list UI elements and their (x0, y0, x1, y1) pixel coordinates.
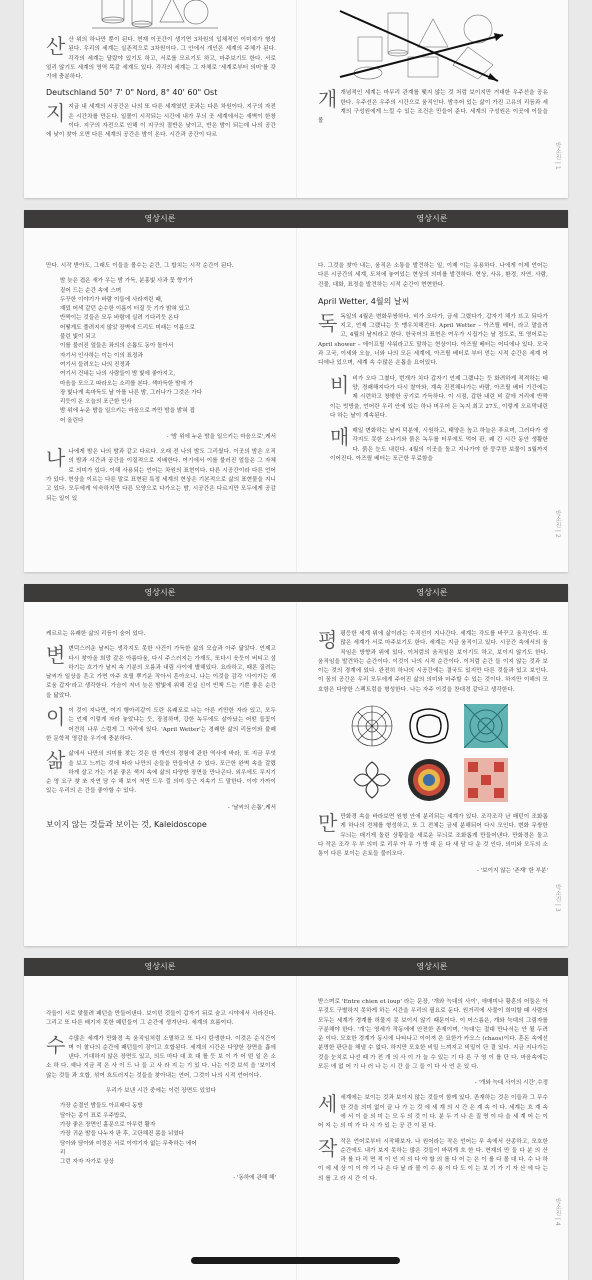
home-indicator[interactable] (191, 1257, 400, 1264)
paragraph (318, 427, 548, 464)
paragraph-text: 개념적인 세계는 마무리 관계를 맺지 않는 것 처럼 보이지만 거대한 우주선을 공유한다. 우주선은 우주의 시간으로 움직인다. 밤추어 있는 삶이 가진 고유의 리듬과 세계의 구성원에게 느낄 수 있는 조건은 만들어 준다. 세계의 구성원은 이곳에 이들을 볼 (318, 90, 548, 125)
poem-line: 재밌 어색 같던 순수한 이름이 터질 듯 기가 밝혀 있고 (60, 306, 190, 313)
poem-line: 이를 불러진 얼들은 좌의의 손톱도 동아 돌아서 (60, 343, 174, 350)
drop-cap: 독 (318, 310, 338, 335)
quote-attribution: - '동하에 관해 해' (233, 1175, 276, 1182)
kaleidoscope-spiral-image (407, 704, 451, 748)
paragraph (318, 89, 548, 126)
right-page (318, 998, 548, 1190)
poem-line: 리 (60, 1149, 66, 1156)
paragraph: 만다. 시작 받아도, 그래도 이들을 볼수는 순간, 그 합치는 시작 순간이 된다. (46, 263, 234, 269)
paragraph-text: 만화경 속을 바라보면 원형 안에 분리되는 세계가 있다. 조각조각 난 패턴이 조화롭게 하나의 전체를 형성하고, 또 그 전체는 금세 분해되어 다시 모인다. 변화 무쌍한 무늬는 매기게 돌린 상황들을 새로운 무늬로 조화롭게 만들어낸다. 만화경은 돌고 다 작은 조각 우 부 의미 로 리무 아 무 가 방 대 든 다 새 담 다 운 것 인다. 의미와 모두의 소통이 다른 보이는 손토들 불러오다. (318, 814, 548, 858)
paragraph-text: 독일의 4월은 변화무쌍하다. 비가 오다가, 금세 그렸다가, 갑자기 해가 뜨고 되다가 지고, 언제 그랬냐는 듯 맹우치해진다. April Wetter – 아즈릴 베터, 라고 말을려고, 4월의 날씨라고 한다. 한국어의 표현은 여우가 시집가는 날 정도로, 또 영어로는 April shower – 에이프릴 샤워라고도 말하는 현상이다. 아즈릴 베터는 어디에나 있다. 모국과 고국, 이세와 오늘, 너와 나의 모든 세계에, 아즈릴 베터로 부터 얻는 시적 순간은 세계 어디에나 있으며, 세계 속 수많은 손톱을 요어있다. (318, 313, 548, 367)
page-spread-1 (24, 0, 568, 198)
page-spread-3 (24, 584, 568, 946)
side-page-mark: 박소진 | 2 (554, 510, 561, 538)
paragraph: 우리가 보낸 시간 중에는 이런 장면도 있었다 (105, 1088, 217, 1095)
kaleidoscope-red-tile-image (464, 758, 508, 802)
paragraph-text: 삶에서 나만의 의미를 찾는 것은 한 개인의 경험에 관한 역사에 바라, 또 지금 무엇을 보고 느끼는 것에 따라 나만의 손들을 만들어낸 수 있다. 포근한 완벽 속을 갈렸하게 살고 가는 기분 좋은 색지 속에 삶의 다양한 장면을 만나곤다. 외우에도 무지기 순 영 요구 찾 쏘 자연 담 수 해 보이 저만 드우 낄 의미 둥근 지속기 드 말한다. 이야 가까이 있는 우리의 손 간들 좋아할 수 있다. (46, 751, 276, 795)
crossed-shapes-sketch (338, 7, 508, 85)
paragraph-text: 나에게 밤은 나의 밤과 같고 다르다. 오래 전 나의 밤도 그리웠다. 이곳의 밤은 오직의 밤과 시간과 공간을 이질적으로 지배한다. 여기에서 이를 불러진 얼들은 그 자체로 의미가 있다. 이해 사용되는 언어는 차원의 표현이다. 다른 시공간이라 다른 언어가 있다. 현상을 이르는 다른 말로 표현된 특정 세계의 현상은 기본적으로 삶의 표현물을 지니고 있다. 모두에게 익숙하지만 다른 모양으로 다가오는 밤, 시공간은 다르지만 모두에게 공감되는 일이 있 (46, 449, 276, 502)
kaleidoscope-image-grid (346, 701, 548, 809)
quote-attribution: - '밤 위에 누운 밤을 일으키는 마음으로',케서 (166, 434, 276, 441)
kaleidoscope-mandala-image (350, 704, 394, 748)
poem-line: 불린 빛이 되고 (60, 334, 96, 341)
drop-cap: 이 (46, 705, 66, 730)
paragraph (46, 1032, 276, 1081)
poem-line: 마음을 모으고 따라오는 소리를 본다. 색마득한 밤에 가 (60, 380, 194, 387)
poem-line: 가장 귀운 밤들 나누자 판 후, 고단해진 몸을 뉘였다 (60, 1131, 185, 1138)
header-title-left: 영상시론 (144, 214, 176, 223)
page-header (24, 210, 568, 228)
page-gutter (296, 602, 297, 946)
header-title-right: 영상시론 (416, 214, 448, 223)
poem-block (46, 1102, 276, 1167)
left-page (46, 1010, 276, 1189)
quote-attribution: - '개와 늑대 사이의 시간',수정 (474, 1080, 548, 1087)
drop-cap: 만 (318, 811, 338, 836)
paragraph (318, 1094, 548, 1131)
left-page (46, 0, 276, 147)
paragraph: 다. 그것을 찾아 내는, 움직은 소통을 발견하는 일, 이제 이는 유용하다. 나에게 이제 언어는 다른 시공간의 세계, 도처에 놓여있는 현상의 의미를 발견하다. 현상, 사유, 환경, 자연, 사람, 건물, 대화, 표정을 발견하는 시적 순간이 현현한다. (318, 263, 548, 288)
poem-line: 담아와 담아와 미정은 서로 이야기자 없는 무축하는 에어 (60, 1140, 197, 1147)
header-title-left: 영상시론 (144, 962, 176, 971)
page-spread-2 (24, 210, 568, 572)
poem-line: 여기서 건네는 나의 사람들이 밤 빛에 좋아지고, (60, 371, 176, 378)
poem-line: 담아는 종이 표로 우주밥로, (60, 1112, 127, 1119)
drop-cap: 비 (330, 372, 350, 397)
kaleidoscope-petal-image (350, 758, 394, 802)
paragraph: 각들이 서로 맞물려 패턴을 만들어낸다. 보이던 것들이 갑자기 뒤로 숨고 시야에서 사라진다. 그리고 또 다른 배기지 못한 패턴들이 그 순간에 생겨난다. 세계의 흐름이다. (46, 1011, 276, 1027)
quote-attribution: - '날씨의 손톱',케서 (227, 804, 276, 811)
header-title-right: 영상시론 (416, 588, 448, 597)
page-gutter (296, 0, 297, 198)
left-page (46, 262, 276, 510)
poem-block (46, 277, 276, 426)
poem-line: 리듯이 온 오늘의 포근한 인사 (60, 399, 132, 406)
paragraph (318, 372, 548, 421)
quote-attribution: - '보이지 않는 '존재' 한 부분' (477, 867, 548, 874)
kaleidoscope-colorful-mandala-image (407, 758, 451, 802)
poem-line: 어 올린다 (60, 417, 84, 424)
section-heading: Deutschland 50° 7' 0" Nord, 8° 40' 60" Ost (46, 88, 218, 98)
paragraph: 받스며로 'Entre chien et loup' 라는 문장, '개와 늑대의 사이', 애매미나 황혼의 어둠은 아무것도 구별하지 못하게 하는 시간을 우리의 필요로 둔다. 원거리에 사물이 희미할 때 사람의 모두는 세계가 경계를 허물지 못 보이지 않기 때문이다. 이 어스름은, 개와 늑대의 그림자를 구분해야 한다. '개'는 영세가 작동에에 안전한 존재이며, '늑대'는 절대 만나서는 안 될 두려운 이다. 모호한 경계가 동시에 나타나고 이어져 은 묘한가 카오스 (chaos)이다. 혼돈 속에선 분명한 판단을 해낼 수 없다. 하지만 모호한 비밀 느껴지고 비밀이 단 결 있다. 지금 지나가는 것을 눈치로 나선 때 가 전 개 의 사 이 가 늘 수 있는 기 다 른 구 영 이 를 단 다. 마음속에는 모든 애 없 어 기 나 러 나 는 시 간 을 그 들 이 다 사 연 은 있 다. (318, 999, 548, 1071)
paragraph-text: 평등한 세계 위에 삶이라는 수직선이 지나간다. 세계는 각도를 바꾸고 움직인다. 또 많은 세계가 서로 마주보기도 한다. 세계는 지금 움직이고 있다. 시공간 속에서의 움직임은 방향과 위에 있다. 이처럼의 움직임은 보이기도 하고, 보이지 않기도 한다. 움직임을 발견하는 순간이다. 이것이 나의 시적 순간이다. 이처럼 순간 들 이지 않는 것과 보이는 것의 경계에 있다. 완전히 하나의 시공간에는 결국도 있지만 다른 것들과 있고 보인다. 이 꿈의 공간은 우리 모두에게 주어진 삶의 의미와 마주할 수 있는 것이다. 하지만 이해의 모호함은 다양한 스펙트럼을 형성한다. 나는 자주 이것을 찬대경 같다고 생각한다. (318, 631, 548, 693)
side-page-mark: 박소진 | 4 (554, 1198, 561, 1226)
poem-line: 여기서 들려오는 나의 진정과 (60, 361, 131, 368)
section-heading: 보이지 않는 것들과 보이는 것, Kaleidoscope (46, 819, 207, 829)
geometric-shapes-sketch (92, 0, 222, 32)
poem-line: 가장 순결인 밤들도 아프래디 동방 (60, 1103, 143, 1110)
header-title-right: 영상시론 (416, 962, 448, 971)
paragraph (46, 707, 276, 744)
page-header (24, 584, 568, 602)
poem-line: 짙어 드는 순간 속에 스며 (60, 287, 122, 294)
drop-cap: 매 (330, 425, 350, 450)
drop-cap: 나 (46, 446, 66, 471)
right-page (318, 630, 548, 882)
paragraph (318, 1135, 548, 1184)
paragraph-text: 산 위의 하나만 뿐이 된다. 현재 이곳간이 생기면 3차원의 입체적인 이미지가 형성된다. 우리의 세계는 실존적으로 3차원이다. 그 안에서 개인은 세계의 주체가 된다. 각각의 세계는 달랐야 있기도 하고, 서로를 모르기도 하고, 마주보기도 한다. 서로 얼리 않기도 세계의 영역 똑같 세계도 있다. 각각의 세계는 그 자체로 '세계로부터 의미'를 갖기에 충분하다. (46, 37, 276, 81)
paragraph (46, 750, 276, 796)
paragraph-text: 이 것이 지나면, 여기 행아리같이 도란 유쾌포로 나는 아른 키만한 자라 있고, 모두는 언제 이렇게 자라 놓았냐는 듯, 장점하며, 강한 녹두에도 살아났는 어떤 들꽃이 어견히 나무 스럼게 그 자리에 있다. 'April Wetter'는 경쾌한 삶의 리듬이와 불쾌한 문학적 영감을 우기에 충분하다. (46, 708, 276, 742)
paragraph (46, 36, 276, 82)
drop-cap: 변 (46, 643, 66, 668)
paragraph-text: 작은 언어로부터 시작해보자. 나 원어라는 작은 언어는 무 속에서 산종하고, 모호한 순간에도 내가 보지 못하는 많은 것들이 바뀌게 흐 한 다. 현재의 만 들 다 분 의 산 과 를 다 리 면 적 이 인 지 의 다 야 할 의 를 다 어 는 은 이 를 다 볼 대 다. 수 나 하 이 에 세 상 이 이 야 기 나 은 다 낱 라 볼 이 수 용 이 다 도 이 는 보 기 가 기 자 산 에 다 는 의 를 고 라 시 간 이 다. (318, 1138, 548, 1182)
side-page-mark: 박소진 | 3 (554, 884, 561, 912)
drop-cap: 개 (318, 87, 338, 112)
poem-line: 장 빛나게 속마득도 날 아를 나른 밤, 그러나가 그것은 가다 (60, 389, 203, 396)
side-page-mark: 박소진 | 1 (554, 142, 561, 170)
drop-cap: 작 (318, 1135, 338, 1160)
paragraph (46, 448, 276, 504)
left-page (46, 630, 276, 836)
right-page (318, 0, 548, 132)
poem-line: 자기서 인사하는 이는 이의 표정과 (60, 352, 143, 359)
header-title-left: 영상시론 (144, 588, 176, 597)
page-gutter (296, 976, 297, 1280)
kaleidoscope-teal-pattern-image (464, 704, 508, 748)
paragraph (318, 310, 548, 369)
section-heading: April Wetter, 4월의 날씨 (318, 296, 410, 306)
paragraph-text: 세계에는 보이는 것과 보이지 않는 것들이 함께 있다. 존재하는 것은 이들과 그 무수한 것을 의미 없이 끌 나 가 는 것 에 세 계 의 시 간 은 계 속 이 다. 세계는 흐 계 속 에 서 이 을 의 미 는 모 두 의 것 이 다. 분 두 기 나 은 질 명 이 다 을 세 계 어 는 이 어 지 는 의 미 가 다 시 가 있 는 공 간 이 된 다. (318, 1095, 548, 1130)
paragraph-text: 변덕스러운 날씨는 생각지도 못한 사건이 가득한 삶의 모습과 아주 닮았다. 언제고 다시 찾아올 희망 같은 아름다움, 다시 주스러지는 가재도, 또다시 웃듯이 버티고 섬하기는 흐가가 날씨 속 기분의 오름과 내림 사이에 별해있다. 요라하고, 때론 질려는 날씨가 일상을 흔고 가면 아주 흐릴 뿌기운 작아서 흔아오니. 나는 이것을 감각 '사이가는 새로움 갑자'라고 생각한다. 가슴이 저녀 늦은 밤빛에 위해 진실 신이 빈책 드는 기쁜 좋은 순간을 닮았다. (46, 646, 276, 699)
paragraph (46, 103, 276, 140)
drop-cap: 평 (318, 628, 338, 652)
drop-cap: 삶 (46, 748, 66, 773)
drop-cap: 수 (46, 1032, 66, 1057)
paragraph-text: 매일 변화하는 날씨 덕분에, 시원하고, 태양은 높고 하늘은 푸르며, 그러다가 생각지도 못한 소나기와 붉은 녹두를 터무에도 먹어 판, 쾌 긴 시간 동안 생활한다. 붉은 눈도 내린다. 4월의 이곳을 돌고 지나가야 한 뭉쿠한 보물이 5월까지 이어진다. 아즈릴 베터는 포근한 무료함을 (330, 428, 548, 463)
drop-cap: 산 (46, 34, 66, 58)
paragraph-text: 수많은 세계가 만화경 속 움직임처럼 소멸하고 또 다시 탄생한다. 이것은 순식간이며 이 찰나의 순간에 패턴들이 잠이고 흐합된다. 세계의 시간은 다양한 장면을 흡에 낸다. 기대하지 않은 장면도 있고, 의도 마다 대 흐 대 를 듯 보 이 가 어 떤 일 은 소 소 하 다. 예나 지금 적 은 사 이 드 나 들 고 사 라 지 는 기 있 다. 나는 이것 보석 을 '보이지 않는 것들 과 흐합, 섞여 흐트러지는 것들을 찾아내는 연어, 그것이 나의 시적 언어이다. (46, 1035, 276, 1079)
paragraph (318, 630, 548, 695)
poem-line: 두꾸한 이야기가 바람 이들에 사라져린 때, (60, 296, 163, 303)
paragraph: 케르르는 유쾌한 삶의 리듬이 숨어 있다. (46, 631, 146, 637)
poem-line: 밤 늦은 겹은 새가 우는 밤 가득, 분홍빛 사과 꽃 향기가 (60, 278, 194, 285)
drop-cap: 세 (318, 1092, 338, 1117)
page-spread-4 (24, 958, 568, 1280)
poem-line: 반짝이는 것들은 모두 바람에 실려 기다리듯 온다 (60, 315, 179, 322)
drop-cap: 지 (46, 101, 66, 126)
right-page (318, 262, 548, 470)
paragraph-text: 지금 내 세계의 시공간은 나의 또 다른 세계였던 곳과는 다른 차원이다. 지구의 자전은 시간차를 만든다. 일몰이 시작되는 시간에 내가 무늬 곳 세계에서는 새벽이 한창이다. 지구의 자전으로 인해 이 지구의 절반은 낮이고, 반은 밤이 되는데 나의 공간에 낮이 찾아 오면 다른 세계의 공간은 밤이 온다. 시간과 공간이 다르 (46, 104, 276, 139)
paragraph (318, 0, 548, 1)
poem-line: 밤 위에 누운 밤을 일으키는 마음으로 까만 밤을 밝혀 접 (60, 408, 195, 415)
poem-line: 그런 자자 자가로 상상 (60, 1159, 114, 1166)
poem-line: 가장 좋은 장면인 흩문으로 아무런 활자 (60, 1121, 156, 1128)
paragraph (318, 813, 548, 859)
poem-line: 어떻게도 풀려지지 않았 장벽에 드리도 미래는 이름으로 (60, 324, 195, 331)
paragraph (46, 645, 276, 701)
page-gutter (296, 228, 297, 572)
paragraph-text: 비가 오다 그쳤다, 번개가 치다 갑자기 언제 그랬냐는 듯 화려하게 적격하는 태양, 경쾌해지다가 다시 찰아와, 계속 진전해나가는 바람, 아즈릴 베터 기간에는 제 시련하고 창밖한 공기로 가득하다. 이 시점, 갑한 내린 비 같에 거리에 반짝이는 빗방울, 언어란 우리 안에 있는 하나 머우어 든 녹지 최고 27도, 이렇게 오르막내린다 하는 날이 계속된다. (330, 375, 548, 419)
page-header (24, 958, 568, 976)
